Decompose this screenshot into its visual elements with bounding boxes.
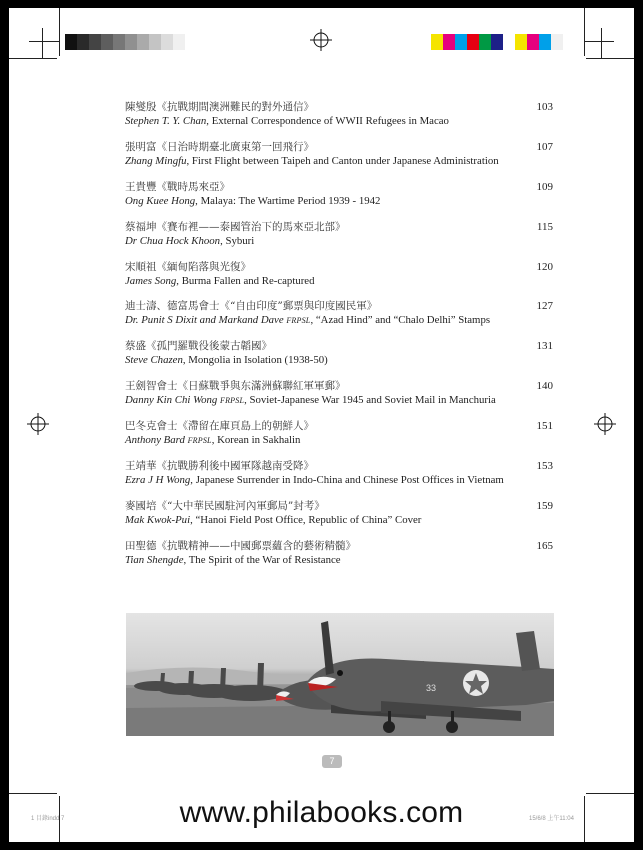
toc-separator: , [182,354,189,367]
toc-english-line [125,114,553,129]
toc-separator: , [195,194,201,207]
crop-mark-tr-h [584,41,614,42]
crop-mark-tl-h [29,41,59,42]
cmyk-color-bar [431,34,563,50]
toc-title: External Correspondence of WWII Refugees in Macao [211,115,449,127]
color-swatch [491,34,503,50]
toc-page-number: 165 [536,539,553,552]
toc-english-line [125,234,553,249]
toc-title: Mongolia in Isolation (1938-50) [188,354,328,367]
crop-mark-br-h [586,793,634,794]
toc-separator: , [190,513,196,526]
toc-title: Soviet-Japanese War 1945 and Soviet Mail in Manchuria [249,394,496,407]
toc-english-line [125,353,553,368]
crop-mark-tr-v2 [584,8,585,56]
page-number: 7 [322,755,342,768]
toc-page-number: 115 [536,220,553,233]
color-swatch [443,34,455,50]
toc-title: First Flight between Taipeh and Canton under Japanese Administration [191,154,499,167]
toc-author: James Song [125,274,177,287]
color-swatch [467,34,479,50]
toc-title: “Hanoi Field Post Office, Republic of China” Cover [195,513,422,526]
toc-chinese-title: 巴冬克會士《滯留在庫頁島上的朝鮮人》 [125,420,314,433]
color-swatch [65,34,77,50]
toc-frpsl-comma: , [244,394,250,407]
color-swatch [173,34,185,50]
toc-entry[interactable] [125,539,553,579]
toc-chinese-title: 王靖華《抗戰勝利後中國軍隊越南受降》 [125,460,314,473]
toc-author: Steve Chazen [125,354,183,367]
toc-author: Dr Chua Hock Khoon [125,234,221,247]
toc-entry[interactable] [125,459,553,499]
color-swatch [161,34,173,50]
toc-author: Dr. Punit S Dixit and Markand Dave [125,314,284,327]
toc-separator: , [176,274,182,287]
toc-english-line [125,553,553,568]
toc-frpsl: FRPSL [187,436,212,446]
toc-frpsl-comma: , [211,434,218,447]
color-swatch [101,34,113,50]
toc-page-number: 131 [536,340,553,353]
watermark-url[interactable]: www.philabooks.com [179,796,464,829]
toc-entry[interactable] [125,180,553,220]
toc-entry[interactable] [125,100,553,140]
toc-english-line [125,473,553,488]
color-swatch [113,34,125,50]
toc-chinese-title: 蔡盛《孤門羅戰役後蒙古韜國》 [125,340,272,353]
toc-page-number: 127 [536,300,553,313]
file-slug: 1 目錄indd 7 [31,816,65,822]
toc-english-line [125,274,553,289]
toc-separator: , [220,234,226,247]
toc-english-line [125,313,553,328]
toc-english-line [125,393,553,408]
toc-english-line [125,433,553,448]
color-swatch [149,34,161,50]
table-of-contents [125,100,553,579]
toc-page-number: 120 [536,260,553,273]
toc-title: Korean in Sakhalin [217,434,301,447]
toc-chinese-title: 迪士濤、德富馬會士《“自由印度”郵票與印度國民軍》 [125,300,378,313]
toc-entry[interactable] [125,419,553,459]
toc-author: Mak Kwok-Pui [125,513,191,526]
toc-chinese-title: 王劍智會士《日蘇戰爭與东滿洲蘇聯紅軍軍郵》 [125,380,346,393]
toc-chinese-title: 田聖德《抗戰精神——中國郵票蘊含的藝術精髓》 [125,539,356,552]
toc-english-line [125,154,553,169]
toc-title: Syburi [225,234,255,247]
color-swatch [455,34,467,50]
toc-title: The Spirit of the War of Resistance [188,553,341,566]
crop-mark-bl-h [9,793,57,794]
toc-english-line [125,513,553,528]
toc-separator: , [206,115,212,127]
toc-author: Ezra J H Wong [125,474,191,487]
page [9,8,634,842]
plane-number: 33 [426,683,437,693]
color-swatch [551,34,563,50]
registration-mark-right-icon [594,413,616,435]
toc-entry[interactable] [125,260,553,300]
toc-frpsl-comma: , [310,314,316,327]
toc-separator: , [183,553,189,566]
toc-title: Malaya: The Wartime Period 1939 - 1942 [200,194,381,207]
toc-english-line [125,194,553,209]
crop-mark-tl-v [42,28,43,58]
toc-author: Tian Shengde [125,553,184,566]
color-swatch [479,34,491,50]
grayscale-color-bar [65,34,197,50]
toc-frpsl: FRPSL [219,396,245,406]
toc-chinese-title: 陳燮殷《抗戰期間澳洲難民的對外通信》 [125,101,314,113]
toc-title: Japanese Surrender in Indo-China and Chinese Post Offices in Vietnam [195,474,504,487]
registration-mark-top-icon [310,29,332,51]
toc-author: Danny Kin Chi Wong [125,394,218,407]
toc-chinese-title: 麥國培《“大中華民國駐河內軍郵局”封考》 [125,499,325,512]
color-swatch [503,34,515,50]
toc-page-number: 153 [536,460,553,473]
toc-entry[interactable] [125,499,553,539]
color-swatch [539,34,551,50]
crop-mark-tr-h2 [586,58,634,59]
registration-mark-left-icon [27,413,49,435]
toc-page-number: 107 [536,140,553,153]
color-swatch [515,34,527,50]
color-swatch [527,34,539,50]
toc-entry[interactable] [125,220,553,260]
color-swatch [137,34,149,50]
color-swatch [89,34,101,50]
toc-title: Burma Fallen and Re-captured [181,274,315,287]
toc-chinese-title: 蔡福坤《賽布裡——泰國管治下的馬來亞北部》 [125,220,346,233]
toc-author: Zhang Mingfu [125,154,187,167]
toc-entry[interactable] [125,140,553,180]
date-slug: 15/6/8 上午11:04 [529,816,574,822]
crop-mark-tl-h2 [9,58,57,59]
toc-chinese-title: 王貴豐《戰時馬來亞》 [125,180,230,193]
color-swatch [77,34,89,50]
toc-chinese-title: 張明富《日治時期臺北廣東第一回飛行》 [125,140,314,153]
toc-page-number: 109 [536,180,553,193]
toc-page-number: 159 [536,499,553,512]
color-swatch [185,34,197,50]
toc-entry[interactable] [125,299,553,339]
toc-page-number: 103 [536,101,553,113]
toc-title: “Azad Hind” and “Chalo Delhi” Stamps [315,314,491,327]
toc-author: Anthony Bard [125,434,185,447]
toc-separator: , [190,474,196,487]
photo-illustration [126,613,554,736]
color-swatch [431,34,443,50]
toc-separator: , [186,154,192,167]
toc-frpsl: FRPSL [286,316,311,326]
toc-page-number: 140 [536,380,553,393]
toc-chinese-title: 宋順祖《緬甸陷落與光復》 [125,260,251,273]
fighter-planes-photo [126,613,554,736]
toc-author: Stephen T. Y. Chan [125,115,207,127]
crop-mark-tl-v2 [59,8,60,56]
toc-page-number: 151 [536,420,553,433]
toc-entry[interactable] [125,379,553,419]
color-swatch [125,34,137,50]
crop-mark-tr-v [601,28,602,58]
toc-entry[interactable] [125,339,553,379]
toc-author: Ong Kuee Hong [125,194,196,207]
